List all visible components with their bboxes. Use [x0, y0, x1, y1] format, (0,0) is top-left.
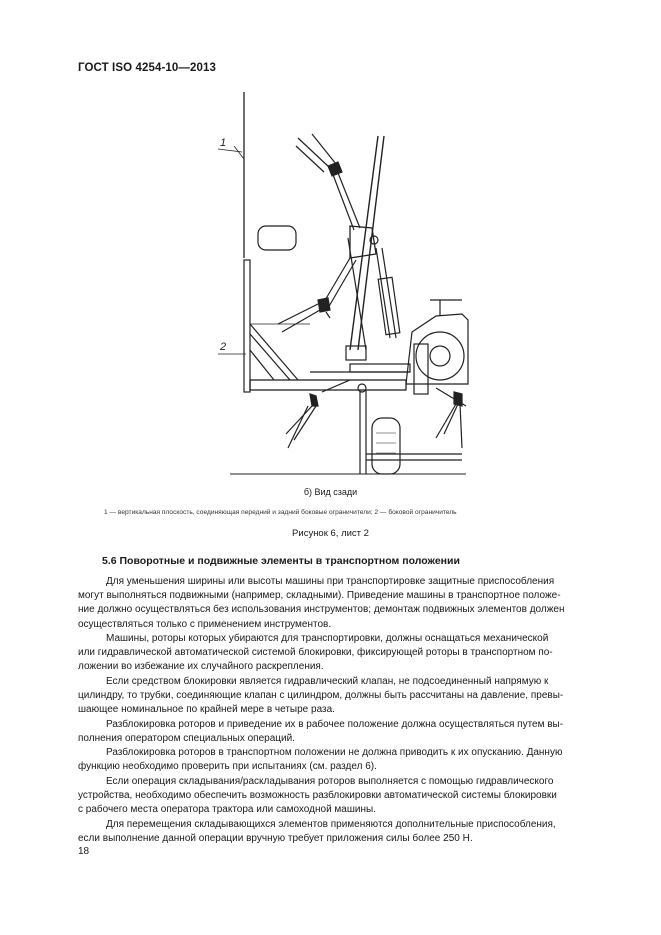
label-2: 2: [220, 341, 227, 353]
paragraph-3: Если средством блокировки является гидравлический клапан, не подсоединенный напрямую к цилиндру, то трубки, соединяющие клапан с цилиндром, должны быть рассчитаны на давление, превы- шающее номинальное по крайней мере в четыре раза.: [78, 676, 564, 716]
paragraph-1: Для уменьшения ширины или высоты машины при транспортировке защитные приспособления могут выполняться подвижными (например, складными). Приведение машины в транспортное положе- ние должно осуществляться без использования инструментов; демонтаж подвижных элементов должен осуществляться только с применением инструментов.: [78, 576, 565, 630]
label-1: 1: [220, 137, 227, 149]
transport-wheel: [372, 418, 400, 474]
rake-rear-view-drawing: [200, 88, 470, 480]
paragraph-6: Если операция складывания/раскладывания роторов выполняется с помощью гидравлического устройства, необходимо обеспечить возможность разблокировки автоматической системы блокировки с рабочего места оператора трактора или самоходной машины.: [78, 776, 557, 816]
paragraph-2: Машины, роторы которых убираются для транспортировки, должны оснащаться механической или гидравлической автоматической системой блокировки, фиксирующей роторы в транспортном по- ложении во избежание их случайного раскрепления.: [78, 633, 553, 673]
paragraph-7: Для перемещения складывающихся элементов применяются дополнительные приспособления, если выполнение данной операции вручную требует приложения силы более 250 Н.: [78, 819, 556, 845]
section-title: 5.6 Поворотные и подвижные элементы в транспортном положении: [102, 555, 460, 567]
figure-legend: 1 — вертикальная плоскость, соединяющая передний и задний боковые ограничители; 2 — боковой ограничитель: [104, 509, 457, 516]
figure-title: Рисунок 6, лист 2: [292, 528, 369, 539]
paragraph-5: Разблокировка роторов в транспортном положении не должна приводить к их опусканию. Данную функцию необходимо проверить при испытаниях (см. раздел 6).: [78, 747, 563, 773]
document-code: ГОСТ ISO 4254-10—2013: [78, 62, 216, 74]
side-limiter: [244, 260, 250, 392]
main-frame: [250, 380, 406, 390]
figure-subcaption: б) Вид сзади: [303, 487, 358, 497]
page-number: 18: [78, 846, 90, 857]
paragraph-4: Разблокировка роторов и приведение их в рабочее положение должна осуществляться путем вы- полнения оператором специальных операций.: [78, 719, 564, 745]
